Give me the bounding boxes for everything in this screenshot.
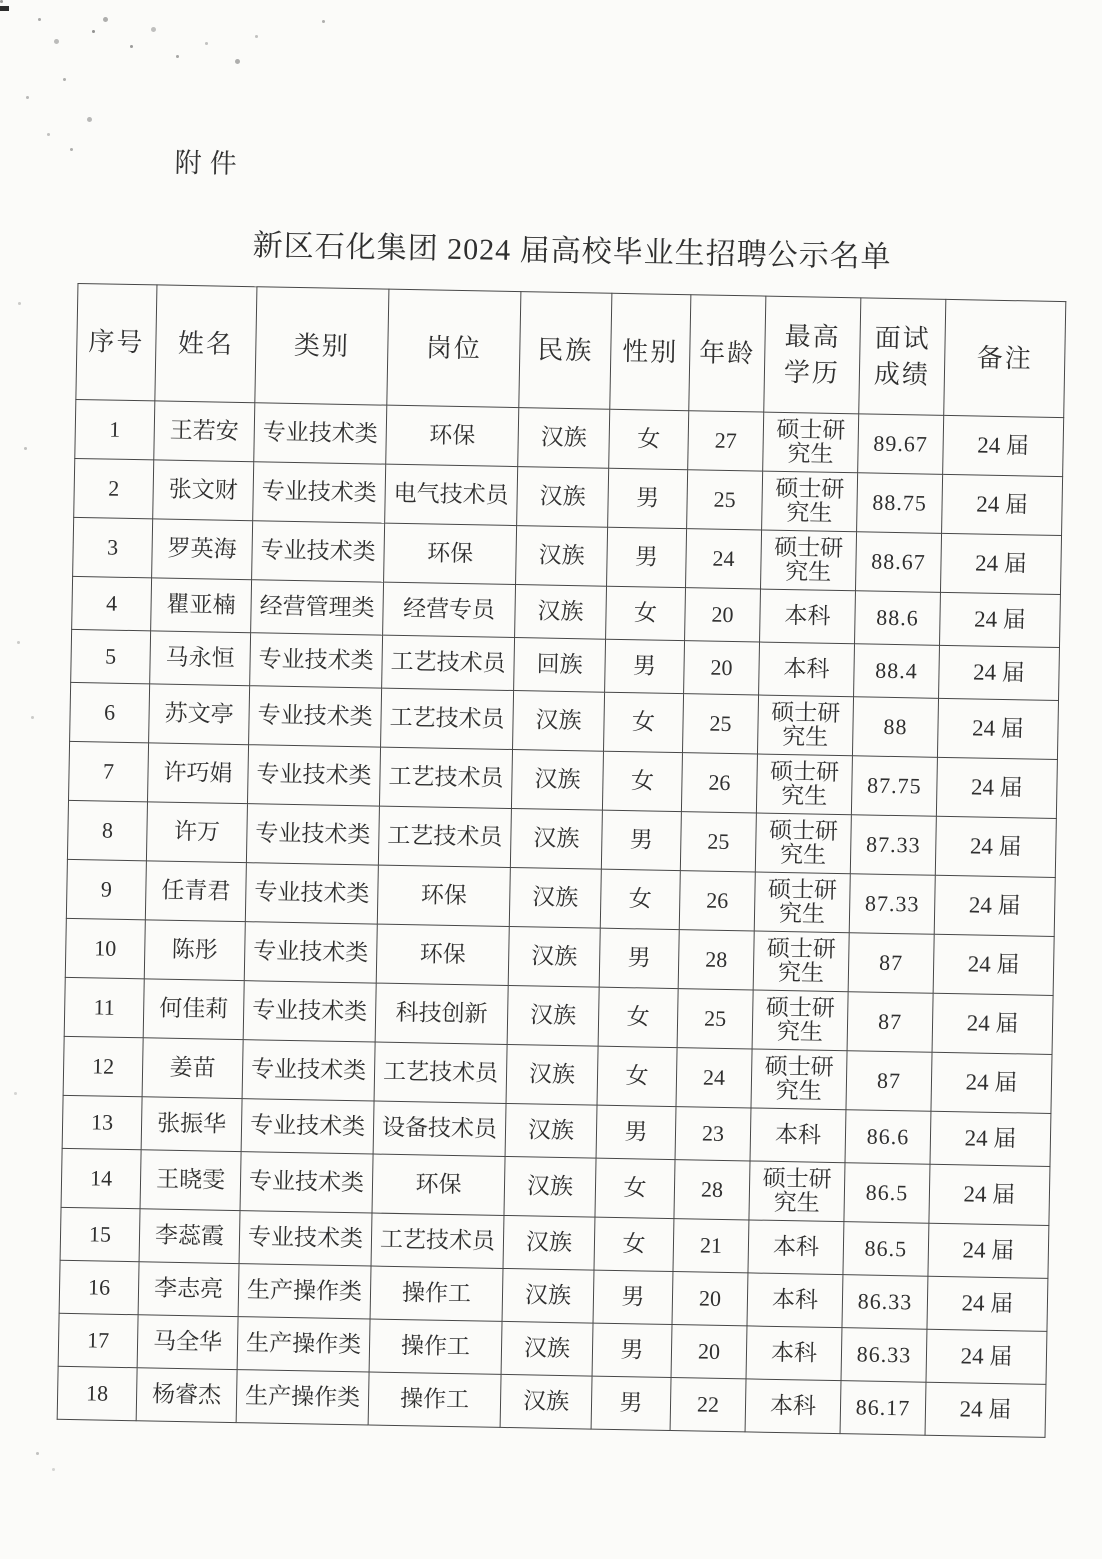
cell-no: 11 — [64, 977, 144, 1037]
cell-no: 4 — [72, 576, 152, 630]
header-position: 岗位 — [387, 289, 521, 407]
cell-position: 工艺技术员 — [379, 747, 512, 808]
cell-no: 3 — [73, 517, 153, 577]
cell-ethnicity: 汉族 — [502, 1268, 594, 1323]
cell-position: 工艺技术员 — [371, 1213, 504, 1268]
cell-name: 李蕊霞 — [139, 1209, 240, 1264]
cell-education: 硕士研 究生 — [754, 872, 850, 933]
cell-name: 王晓雯 — [140, 1150, 241, 1211]
cell-gender: 女 — [602, 751, 682, 811]
cell-age: 25 — [687, 470, 763, 530]
recruitment-table — [57, 283, 1067, 1438]
cell-score: 87.33 — [850, 815, 936, 876]
cell-remark: 24 届 — [926, 1329, 1047, 1384]
cell-education: 硕士研 究生 — [751, 1049, 847, 1110]
cell-score: 87 — [848, 933, 934, 994]
cell-position: 设备技术员 — [373, 1101, 506, 1156]
cell-position: 工艺技术员 — [382, 635, 515, 690]
cell-gender: 男 — [599, 928, 679, 988]
cell-age: 20 — [671, 1325, 747, 1379]
cell-age: 22 — [670, 1378, 746, 1432]
cell-no: 18 — [57, 1366, 137, 1420]
cell-remark: 24 届 — [925, 1382, 1046, 1437]
cell-ethnicity: 汉族 — [501, 1321, 593, 1376]
cell-category: 专业技术类 — [253, 462, 386, 523]
cell-name: 张文财 — [153, 460, 254, 521]
cell-education: 本科 — [760, 589, 856, 644]
cell-name: 瞿亚楠 — [151, 578, 252, 633]
cell-age: 20 — [685, 588, 761, 642]
cell-name: 任青君 — [145, 861, 246, 922]
header-no: 序号 — [76, 283, 157, 400]
cell-education: 硕士研 究生 — [755, 813, 851, 874]
cell-no: 17 — [58, 1313, 138, 1367]
cell-gender: 女 — [606, 586, 686, 640]
cell-score: 89.67 — [858, 414, 944, 475]
cell-no: 9 — [66, 859, 146, 919]
cell-age: 25 — [680, 812, 756, 872]
cell-no: 8 — [67, 800, 147, 860]
header-category: 类别 — [255, 287, 389, 405]
cell-remark: 24 届 — [943, 415, 1064, 476]
cell-score: 88.6 — [855, 591, 941, 646]
cell-score: 87.75 — [851, 756, 937, 817]
cell-position: 工艺技术员 — [381, 688, 514, 749]
cell-category: 专业技术类 — [246, 804, 379, 865]
cell-education: 硕士研 究生 — [757, 695, 853, 756]
cell-position: 工艺技术员 — [378, 806, 511, 867]
cell-name: 罗英海 — [152, 519, 253, 580]
attachment-label: 附件 — [174, 147, 245, 180]
cell-no: 12 — [63, 1036, 143, 1096]
cell-ethnicity: 汉族 — [509, 867, 601, 928]
cell-category: 专业技术类 — [240, 1152, 373, 1213]
cell-gender: 男 — [607, 527, 687, 587]
cell-position: 环保 — [372, 1154, 505, 1215]
cell-no: 15 — [60, 1207, 140, 1261]
cell-category: 专业技术类 — [250, 633, 383, 688]
cell-remark: 24 届 — [939, 645, 1060, 700]
cell-position: 电气技术员 — [385, 464, 518, 525]
cell-age: 23 — [675, 1107, 751, 1161]
cell-education: 本科 — [750, 1108, 846, 1163]
cell-remark: 24 届 — [934, 875, 1055, 936]
cell-remark: 24 届 — [933, 934, 1054, 995]
cell-remark: 24 届 — [929, 1164, 1050, 1225]
cell-category: 专业技术类 — [254, 403, 387, 464]
cell-ethnicity: 汉族 — [503, 1215, 595, 1270]
cell-ethnicity: 汉族 — [516, 526, 608, 587]
cell-age: 26 — [681, 753, 757, 813]
cell-no: 16 — [59, 1260, 139, 1314]
cell-education: 本科 — [745, 1379, 841, 1434]
cell-gender: 女 — [604, 692, 684, 752]
cell-category: 经营管理类 — [251, 580, 384, 635]
cell-category: 专业技术类 — [241, 1099, 374, 1154]
cell-score: 87.33 — [849, 874, 935, 935]
cell-remark: 24 届 — [931, 1052, 1052, 1113]
cell-remark: 24 届 — [927, 1276, 1048, 1331]
cell-gender: 男 — [601, 810, 681, 870]
cell-ethnicity: 汉族 — [504, 1156, 596, 1217]
cell-no: 1 — [75, 399, 155, 459]
cell-position: 操作工 — [368, 1372, 501, 1427]
cell-position: 操作工 — [370, 1266, 503, 1321]
cell-category: 生产操作类 — [236, 1370, 369, 1425]
cell-position: 环保 — [376, 924, 509, 985]
cell-ethnicity: 汉族 — [513, 691, 605, 752]
cell-position: 环保 — [384, 523, 517, 584]
cell-remark: 24 届 — [939, 592, 1060, 647]
cell-ethnicity: 汉族 — [505, 1103, 597, 1158]
cell-ethnicity: 汉族 — [507, 985, 599, 1046]
cell-score: 88.4 — [854, 644, 940, 699]
cell-ethnicity: 汉族 — [508, 926, 600, 987]
cell-ethnicity: 汉族 — [506, 1044, 598, 1105]
cell-remark: 24 届 — [940, 533, 1061, 594]
cell-remark: 24 届 — [937, 698, 1058, 759]
cell-age: 20 — [672, 1272, 748, 1326]
header-name: 姓名 — [155, 285, 257, 403]
page-title: 新区石化集团 2024 届高校毕业生招聘公示名单 — [252, 229, 892, 274]
cell-gender: 男 — [596, 1105, 676, 1159]
cell-position: 经营专员 — [383, 582, 516, 637]
cell-category: 专业技术类 — [245, 863, 378, 924]
cell-category: 专业技术类 — [249, 686, 382, 747]
header-remark: 备注 — [944, 299, 1066, 417]
cell-position: 环保 — [377, 865, 510, 926]
cell-no: 14 — [61, 1148, 141, 1208]
cell-score: 88.67 — [855, 532, 941, 593]
cell-category: 专业技术类 — [243, 981, 376, 1042]
cell-remark: 24 届 — [936, 757, 1057, 818]
cell-name: 李志亮 — [138, 1262, 239, 1317]
cell-position: 工艺技术员 — [374, 1042, 507, 1103]
cell-remark: 24 届 — [930, 1111, 1051, 1166]
cell-education: 本科 — [746, 1326, 842, 1381]
cell-ethnicity: 汉族 — [500, 1374, 592, 1429]
cell-remark: 24 届 — [942, 474, 1063, 535]
cell-category: 专业技术类 — [247, 745, 380, 806]
cell-no: 6 — [70, 682, 150, 742]
cell-score: 86.17 — [840, 1381, 926, 1436]
cell-age: 26 — [679, 871, 755, 931]
cell-gender: 男 — [605, 639, 685, 693]
cell-age: 28 — [674, 1160, 750, 1220]
cell-education: 本科 — [747, 1273, 843, 1328]
cell-no: 5 — [71, 629, 151, 683]
cell-gender: 女 — [600, 869, 680, 929]
cell-score: 86.33 — [842, 1275, 928, 1330]
cell-name: 陈彤 — [144, 920, 245, 981]
table-header-row — [76, 283, 1066, 417]
cell-position: 环保 — [386, 405, 519, 466]
cell-no: 7 — [69, 741, 149, 801]
cell-score: 86.5 — [843, 1222, 929, 1277]
cell-education: 本科 — [759, 642, 855, 697]
header-age: 年龄 — [689, 295, 766, 412]
cell-score: 86.6 — [845, 1110, 931, 1165]
cell-education: 硕士研 究生 — [749, 1161, 845, 1222]
cell-name: 王若安 — [154, 401, 255, 462]
cell-education: 硕士研 究生 — [756, 754, 852, 815]
cell-name: 马全华 — [137, 1315, 238, 1370]
cell-category: 生产操作类 — [238, 1264, 371, 1319]
cell-category: 专业技术类 — [242, 1040, 375, 1101]
cell-name: 张振华 — [141, 1097, 242, 1152]
cell-gender: 女 — [598, 987, 678, 1047]
cell-category: 专业技术类 — [244, 922, 377, 983]
cell-age: 28 — [678, 930, 754, 990]
cell-category: 专业技术类 — [252, 521, 385, 582]
cell-gender: 女 — [595, 1158, 675, 1218]
cell-score: 88.75 — [857, 473, 943, 534]
cell-age: 25 — [677, 989, 753, 1049]
cell-name: 马永恒 — [150, 631, 251, 686]
cell-name: 何佳莉 — [143, 979, 244, 1040]
cell-ethnicity: 汉族 — [511, 750, 603, 811]
cell-age: 27 — [688, 411, 764, 471]
cell-gender: 男 — [591, 1376, 671, 1430]
cell-gender: 男 — [608, 468, 688, 528]
header-gender: 性别 — [610, 293, 691, 410]
cell-gender: 女 — [597, 1046, 677, 1106]
cell-position: 操作工 — [369, 1319, 502, 1374]
cell-score: 87 — [847, 992, 933, 1053]
cell-gender: 男 — [592, 1323, 672, 1377]
cell-name: 许巧娟 — [147, 743, 248, 804]
cell-score: 88 — [852, 697, 938, 758]
cell-education: 硕士研 究生 — [763, 412, 859, 473]
cell-name: 苏文亭 — [149, 684, 250, 745]
cell-age: 25 — [682, 694, 758, 754]
cell-no: 2 — [74, 458, 154, 518]
cell-score: 87 — [846, 1051, 932, 1112]
cell-education: 硕士研 究生 — [752, 990, 848, 1051]
cell-category: 专业技术类 — [239, 1211, 372, 1266]
cell-ethnicity: 汉族 — [515, 585, 607, 640]
cell-age: 21 — [673, 1219, 749, 1273]
cell-education: 硕士研 究生 — [753, 931, 849, 992]
cell-name: 姜苗 — [142, 1038, 243, 1099]
cell-gender: 女 — [594, 1217, 674, 1271]
cell-gender: 男 — [593, 1270, 673, 1324]
header-score: 面试 成绩 — [859, 298, 946, 416]
cell-name: 杨睿杰 — [136, 1368, 237, 1423]
cell-ethnicity: 回族 — [514, 638, 606, 693]
cell-score: 86.33 — [841, 1328, 927, 1383]
cell-education: 本科 — [748, 1220, 844, 1275]
header-ethnicity: 民族 — [519, 292, 612, 410]
cell-age: 24 — [676, 1048, 752, 1108]
cell-age: 24 — [686, 529, 762, 589]
table-body — [57, 399, 1064, 1437]
cell-remark: 24 届 — [935, 816, 1056, 877]
cell-education: 硕士研 究生 — [760, 530, 856, 591]
cell-no: 10 — [65, 918, 145, 978]
cell-ethnicity: 汉族 — [510, 809, 602, 870]
cell-score: 86.5 — [844, 1163, 930, 1224]
cell-category: 生产操作类 — [237, 1317, 370, 1372]
cell-ethnicity: 汉族 — [517, 467, 609, 528]
cell-age: 20 — [684, 641, 760, 695]
cell-no: 13 — [62, 1095, 142, 1149]
header-education: 最高 学历 — [764, 296, 861, 414]
cell-education: 硕士研 究生 — [762, 471, 858, 532]
cell-gender: 女 — [609, 409, 689, 469]
cell-name: 许万 — [146, 802, 247, 863]
cell-remark: 24 届 — [928, 1223, 1049, 1278]
cell-position: 科技创新 — [375, 983, 508, 1044]
cell-remark: 24 届 — [932, 993, 1053, 1054]
cell-ethnicity: 汉族 — [518, 408, 610, 469]
scan-artifact — [0, 6, 9, 11]
scan-noise — [0, 0, 3, 3]
